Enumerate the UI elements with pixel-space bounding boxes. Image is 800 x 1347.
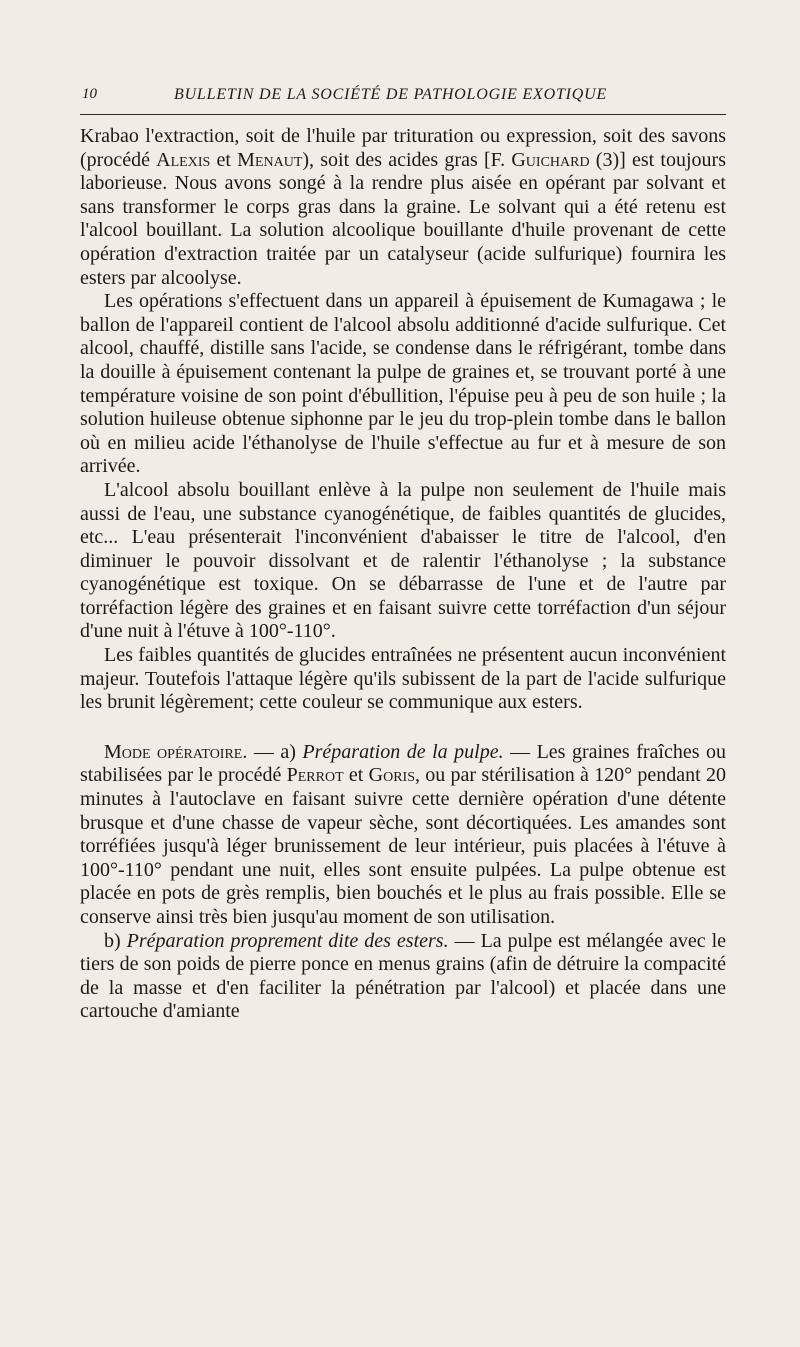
subsection-heading: Préparation proprement dite des esters. [126, 929, 449, 952]
paragraph-5: Mode opératoire. — a) Préparation de la pulpe. — Les graines fraîches ou stabilisées par le procédé Perrot et Goris, ou par stérilisation à 120° pendant 20 minutes à l'autoclave en faisant suivre cette dernière opération d'une détente brusque et d'une chasse de vapeur sèche, sont décortiquées. Les amandes sont torréfiées jusqu'à léger brunissement de leur intérieur, puis placées à l'étuve à 100°-110° pendant une nuit, elles sont ensuite pulpées. La pulpe obtenue est placée en pots de grès remplis, bien bouchés et le plus au frais possible. Elle se conserve ainsi très bien jusqu'au moment de son utilisation. [80, 740, 727, 928]
author-name: Alexis [156, 148, 211, 171]
author-name: Menaut [237, 148, 303, 171]
header-rule [80, 114, 726, 115]
body-text [80, 125, 726, 1024]
author-name: Guichard [511, 148, 590, 171]
paragraph-1: Krabao l'extraction, soit de l'huile par trituration ou expression, soit des savons (procédé Alexis et Menaut), soit des acides gras [F. Guichard (3)] est toujours laborieuse. Nous avons songé à la rendre plus aisée en opérant par solvant et sans transformer le corps gras dans la graine. Le solvant qui a été retenu est l'alcool bouillant. La solution alcoolique bouillante d'huile provenant de cette opération d'extraction traitée par un catalyseur (acide sulfurique) fournira les esters par alcoolyse. [80, 125, 726, 289]
subsection-heading: Préparation de la pulpe. [302, 740, 504, 763]
author-name: Goris [368, 764, 415, 787]
paragraph-4: Les faibles quantités de glucides entraînées ne présentent aucun inconvénient majeur. Toutefois l'attaque légère qu'ils subissent de la part de l'acide sulfurique les brunit légèrement; cette couleur se communique aux esters. [80, 644, 726, 714]
running-header [80, 86, 726, 112]
author-name: Perrot [286, 764, 344, 787]
section-gap [80, 715, 726, 741]
paragraph-6: b) Préparation proprement dite des esters. — La pulpe est mélangée avec le tiers de son poids de pierre ponce en menus grains (afin de détruire la compacité de la masse et d'en faciliter la pénétration par l'alcool) et placée dans une cartouche d'amiante [80, 929, 727, 1023]
section-heading: Mode opératoire. [104, 740, 248, 763]
paragraph-3: L'alcool absolu bouillant enlève à la pulpe non seulement de l'huile mais aussi de l'eau, une substance cyanogénétique, de faibles quantités de glucides, etc... L'eau présenterait l'inconvénient d'abaisser le titre de l'alcool, d'en diminuer le pouvoir dissolvant et de ralentir l'éthanolyse ; la substance cyanogénétique est toxique. On se débarrasse de l'une et de l'autre par torréfaction légère des graines et en faisant suivre cette torréfaction d'un séjour d'une nuit à l'étuve à 100°-110°. [80, 478, 726, 643]
paragraph-2: Les opérations s'effectuent dans un appareil à épuisement de Kumagawa ; le ballon de l'appareil contient de l'alcool absolu additionné d'acide sulfurique. Cet alcool, chauffé, distille sans l'acide, se condense dans le réfrigérant, tombe dans la douille à épuisement contenant la pulpe de graines et, se trouvant porté à une température voisine de son point d'ébullition, l'épuise peu à peu de son huile ; la solution huileuse obtenue siphonne par le jeu du trop-plein tombe dans le ballon où en milieu acide l'éthanolyse de l'huile s'effectue au fur et à mesure de son arrivée. [80, 290, 726, 478]
page-number: 10 [82, 86, 97, 102]
running-title: BULLETIN DE LA SOCIÉTÉ DE PATHOLOGIE EXOTIQUE [174, 86, 608, 103]
